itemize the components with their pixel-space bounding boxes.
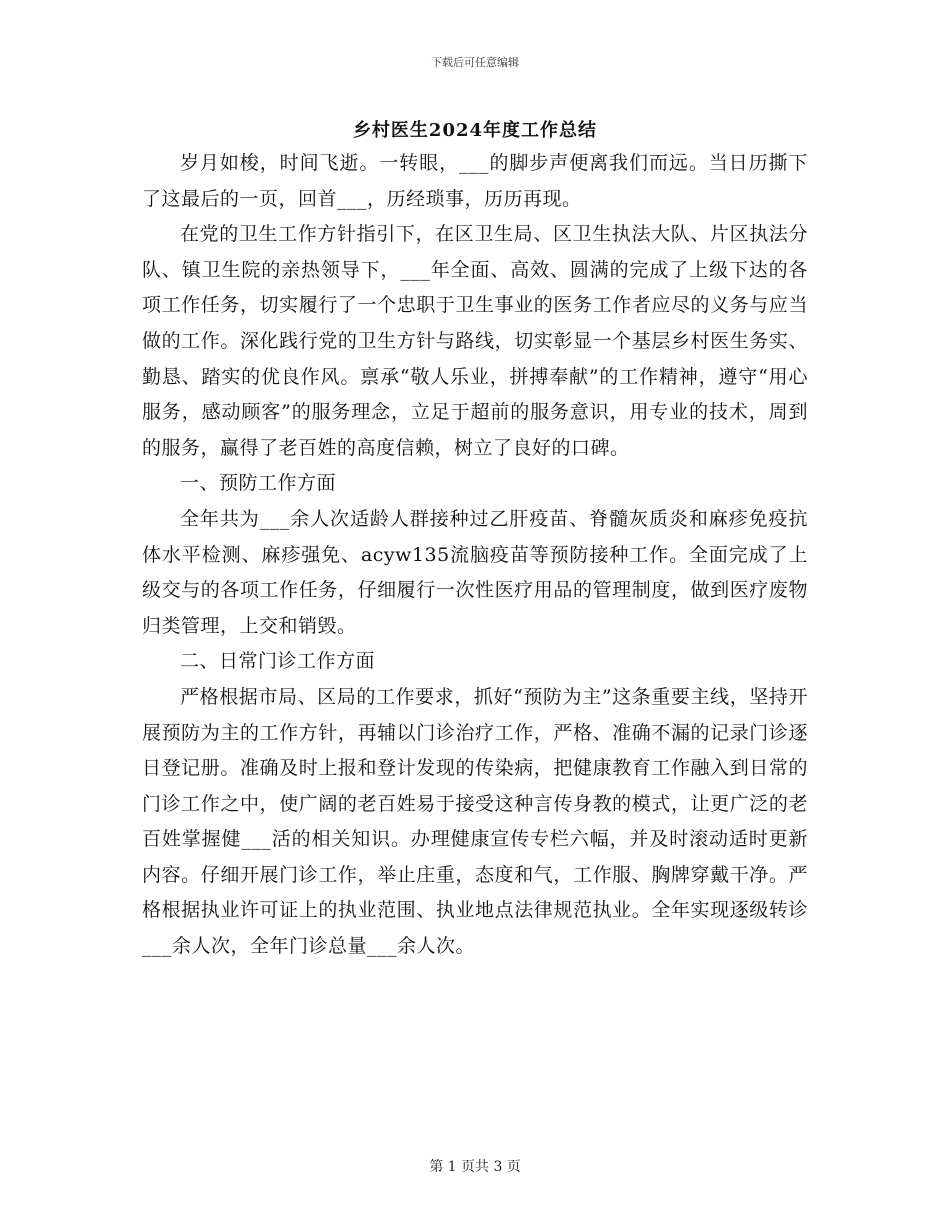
section-body-prevention: 全年共为___余人次适龄人群接种过乙肝疫苗、脊髓灰质炎和麻疹免疫抗体水平检测、麻疹强免、acyw135流脑疫苗等预防接种工作。全面完成了上级交与的各项工作任务，仔细履行一次性医疗用品的管理制度，做到医疗废物归类管理，上交和销毁。: [142, 507, 808, 637]
section-heading-outpatient: 二、日常门诊工作方面: [180, 650, 376, 673]
page-header-note: 下载后可任意编辑: [431, 56, 519, 69]
intro-paragraph-1: 岁月如梭，时间飞逝。一转眼，___的脚步声便离我们而远。当日历撕下了这最后的一页，回首___，历经琐事，历历再现。: [142, 152, 808, 210]
document-body: [142, 146, 808, 965]
section-heading-prevention: 一、预防工作方面: [180, 472, 337, 495]
page-number: 第 1 页共 3 页: [429, 1159, 521, 1175]
section-body-outpatient: 严格根据市局、区局的工作要求，抓好“预防为主”这条重要主线，坚持开展预防为主的工作方针，再辅以门诊治疗工作，严格、准确不漏的记录门诊逐日登记册。准确及时上报和登计发现的传染病，把健康教育工作融入到日常的门诊工作之中，使广阔的老百姓易于接受这种言传身教的模式，让更广泛的老百姓掌握健___活的相关知识。办理健康宣传专栏六幅，并及时滚动适时更新内容。仔细开展门诊工作，举止庄重，态度和气，工作服、胸牌穿戴干净。严格根据执业许可证上的执业范围、执业地点法律规范执业。全年实现逐级转诊___余人次，全年门诊总量___余人次。: [142, 685, 808, 958]
document-title: 乡村医生2024年度工作总结: [352, 120, 598, 141]
intro-paragraph-2: 在党的卫生工作方针指引下，在区卫生局、区卫生执法大队、片区执法分队、镇卫生院的亲热领导下，___年全面、高效、圆满的完成了上级下达的各项工作任务，切实履行了一个忠职于卫生事业的医务工作者应尽的义务与应当做的工作。深化践行党的卫生方针与路线，切实彰显一个基层乡村医生务实、勤恳、踏实的优良作风。禀承“敬人乐业，拼搏奉献”的工作精神，遵守“用心服务，感动顾客”的服务理念，立足于超前的服务意识，用专业的技术，周到的服务，赢得了老百姓的高度信赖，树立了良好的口碑。: [142, 223, 808, 459]
